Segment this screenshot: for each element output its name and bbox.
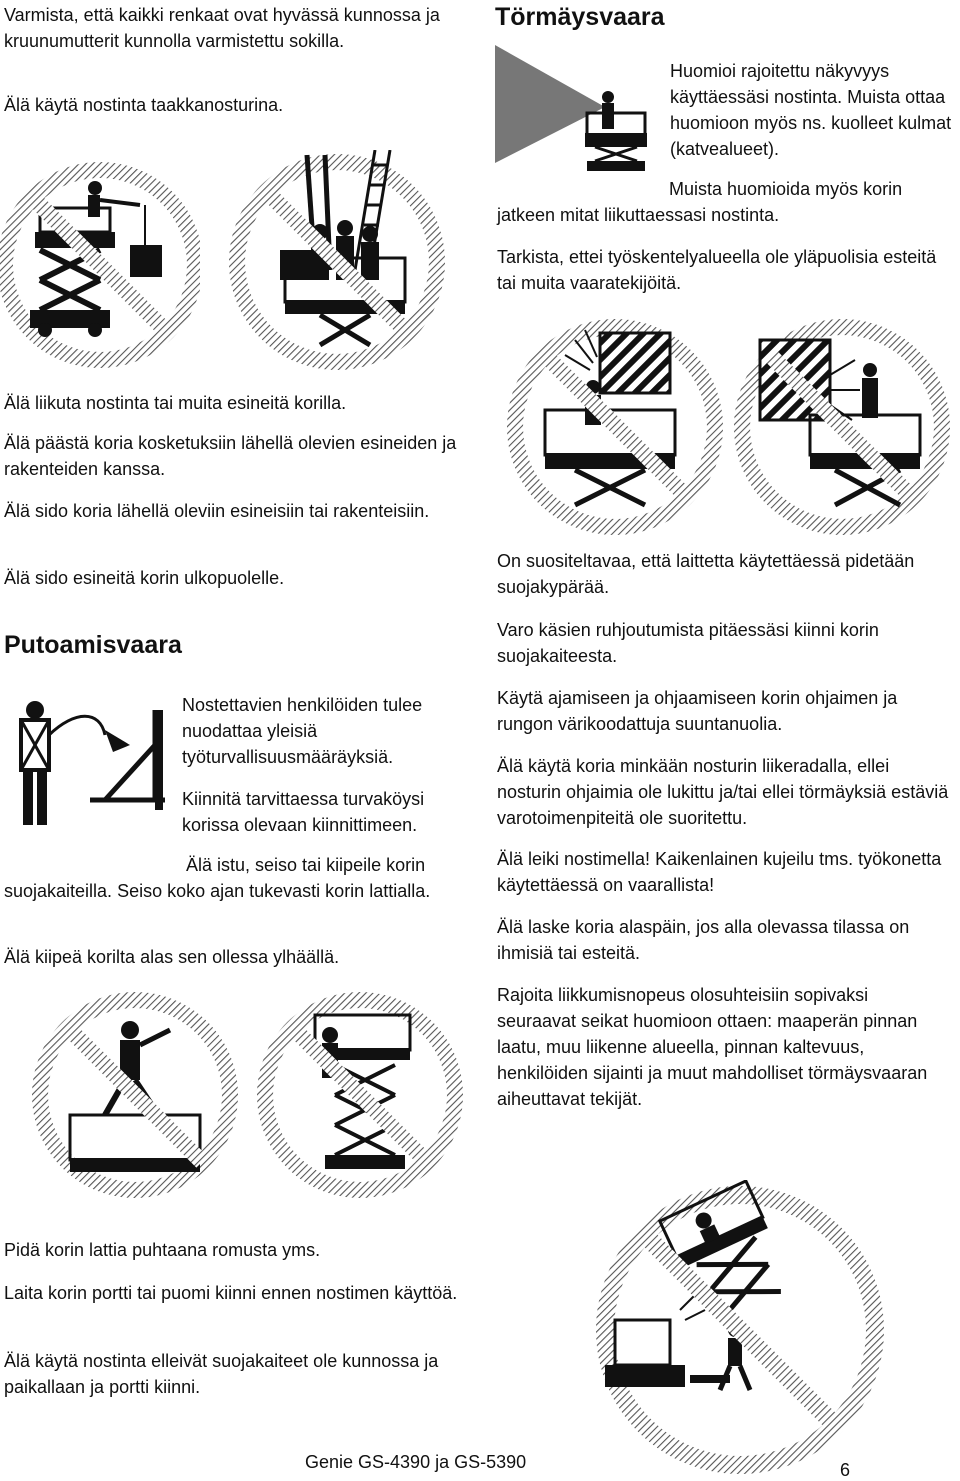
overhead-contact-prohibition-icon <box>730 315 955 540</box>
no-lower-onto-people-text: Älä laske koria alaspäin, jos alla olevassa tilassa on ihmisiä tai esteitä. <box>497 917 910 963</box>
speed-limit-text: Rajoita liikkumisnopeus olosuhteisiin sopivaksi seuraavat seikat huomioon ottaen: maaperän pinnan laatu, muu liikenne alueella, pinnan kaltevuus, henkilöiden sijainti ja muut mahdolliset törmäysvaaran aiheuttavat tekijät. <box>497 985 928 1109</box>
hard-hat-text: On suositeltavaa, että laittetta käytettäessä pidetään suojakypärää. <box>497 551 915 597</box>
fall-hazard-heading: Putoamisvaara <box>4 631 182 659</box>
hand-crush-text: Varo käsien ruhjoutumista pitäessäsi kiinni korin suojakaiteesta. <box>497 620 879 666</box>
no-crane-text: Älä käytä nostinta taakkanosturina. <box>4 95 284 115</box>
no-horseplay-text: Älä leiki nostimella! Kaikenlainen kujeilu tms. työkonetta käytettäessä on vaarallista! <box>497 849 942 895</box>
visibility-text: Huomioi rajoitettu näkyvyys käyttäessäsi nostinta. Muista ottaa huomioon myös ns. kuolleet kulmat (katvealueet). <box>670 61 952 159</box>
no-contact-text: Älä päästä koria kosketuksiin lähellä olevien esineiden ja rakenteiden kanssa. <box>4 433 457 479</box>
extension-text: Muista huomioida myös korin jatkeen mitat liikuttaessasi nostinta. <box>497 179 903 225</box>
overhead-obstruction-prohibition-icon <box>505 315 725 540</box>
no-crane-use-prohibition-icon <box>0 150 200 380</box>
no-tie-objects-text: Älä sido esineitä korin ulkopuolelle. <box>4 568 285 588</box>
blind-spot-icon <box>495 45 655 175</box>
model-footer: Genie GS-4390 ja GS-5390 <box>305 1452 527 1472</box>
no-standing-on-rails-prohibition-icon <box>30 990 240 1205</box>
guardrails-text: Älä käytä nostinta elleivät suojakaiteet ole kunnossa ja paikallaan ja portti kiinni. <box>4 1351 439 1397</box>
lanyard-text: Kiinnitä tarvittaessa turvaköysi korissa olevaan kiinnittimeen. <box>182 789 425 835</box>
close-gate-text: Laita korin portti tai puomi kiinni ennen nostimen käyttöä. <box>4 1283 458 1303</box>
no-climbing-down-prohibition-icon <box>255 990 465 1205</box>
no-tie-platform-text: Älä sido koria lähellä oleviin esineisiin tai rakenteisiin. <box>4 501 430 521</box>
no-collision-driving-prohibition-icon <box>585 1180 895 1480</box>
safety-regulations-text: Nostettavien henkilöiden tulee nuodattaa yleisiä työturvallisuusmääräyksiä. <box>182 695 423 767</box>
harness-lanyard-icon <box>5 690 175 830</box>
no-climb-rails-text: Älä istu, seiso tai kiipeile korin suojakaiteilla. Seiso koko ajan tukevasti korin lattialla. <box>4 855 431 901</box>
collision-hazard-heading: Törmäysvaara <box>495 3 665 31</box>
clean-floor-text: Pidä korin lattia puhtaana romusta yms. <box>4 1240 321 1260</box>
tire-check-text: Varmista, että kaikki renkaat ovat hyvässä kunnossa ja kruunumutterit kunnolla varmistettu sokilla. <box>4 5 440 51</box>
direction-arrows-text: Käytä ajamiseen ja ohjaamiseen korin ohjaimen ja rungon värikoodattuja suuntanuolia. <box>497 688 898 734</box>
crane-path-text: Älä käytä koria minkään nosturin liikeradalla, ellei nosturin ohjaimia ole lukittu ja/tai ellei törmäyksiä estäviä varotoimenpiteitä ole suoritettu. <box>497 756 949 828</box>
no-overload-prohibition-icon <box>225 150 450 375</box>
overhead-text: Tarkista, ettei työskentelyalueella ole yläpuolisia esteitä tai muita vaaratekijöitä. <box>497 247 937 293</box>
page-number: 6 <box>840 1460 851 1480</box>
no-exit-elevated-text: Älä kiipeä korilta alas sen ollessa ylhäällä. <box>4 947 340 967</box>
no-push-objects-text: Älä liikuta nostinta tai muita esineitä korilla. <box>4 393 347 413</box>
